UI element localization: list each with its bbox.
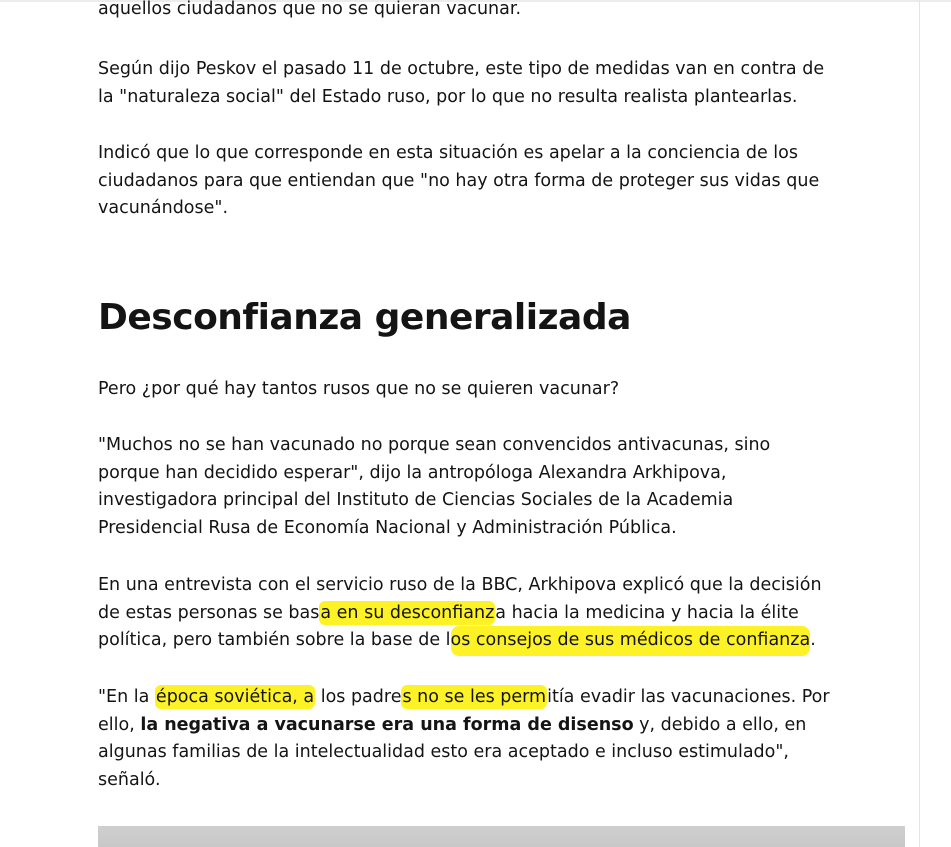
text-line: "Muchos no se han vacunado no porque sean convencidos antivacunas, sino xyxy=(98,435,771,455)
text-segment: los padre xyxy=(315,687,402,707)
text-line: Indicó que lo que corresponde en esta situación es apelar a la conciencia de los xyxy=(98,143,798,163)
text-segment: . xyxy=(810,630,816,650)
paragraph-question xyxy=(98,376,898,404)
text-line: investigadora principal del Instituto de Ciencias Sociales de la Academia xyxy=(98,490,734,510)
text-line xyxy=(98,627,898,655)
text-line xyxy=(98,684,898,712)
text-line: En una entrevista con el servicio ruso de la BBC, Arkhipova explicó que la decisión xyxy=(98,575,822,595)
highlighted-text: os consejos de sus médicos de confianza xyxy=(451,626,811,656)
text-line: ciudadanos para que entiendan que "no hay otra forma de proteger sus vidas que xyxy=(98,170,820,191)
text-line: aquellos ciudadanos que no se quieran vacunar. xyxy=(98,0,522,19)
text-segment: política, pero también sobre la base de l xyxy=(98,630,451,650)
text-line: Presidencial Rusa de Economía Nacional y Administración Pública. xyxy=(98,517,677,538)
text-line: señaló. xyxy=(98,769,161,790)
paragraph-conciencia xyxy=(98,140,898,223)
text-line: porque han decidido esperar", dijo la antropóloga Alexandra Arkhipova, xyxy=(98,462,727,483)
article-image xyxy=(98,826,905,847)
text-segment: y, debido a ello, en xyxy=(633,714,807,735)
text-segment: itía evadir las vacunaciones. Por xyxy=(547,687,830,707)
bold-text: la negativa a vacunarse era una forma de disenso xyxy=(140,714,634,735)
text-line: algunas familias de la intelectualidad esto era aceptado e incluso estimulado", xyxy=(98,742,789,762)
paragraph-intro-tail xyxy=(98,0,898,24)
text-line: Pero ¿por qué hay tantos rusos que no se quieren vacunar? xyxy=(98,379,620,399)
text-segment: de estas personas se bas xyxy=(98,602,320,623)
paragraph-bbc-interview xyxy=(98,572,898,655)
text-line xyxy=(98,712,898,740)
text-line: vacunándose". xyxy=(98,198,229,218)
highlighted-text: época soviética, a xyxy=(155,687,315,707)
highlighted-text: a en su desconfianz xyxy=(320,602,495,623)
text-segment: a hacia la medicina y hacia la élite xyxy=(495,602,799,623)
text-segment: ello, xyxy=(98,714,141,735)
text-segment: "En la xyxy=(98,687,155,707)
paragraph-soviet-era xyxy=(98,684,898,794)
highlighted-text: s no se les perm xyxy=(402,687,547,707)
paragraph-peskov xyxy=(98,56,898,111)
section-heading: Desconfianza generalizada xyxy=(98,297,631,338)
text-line: Según dijo Peskov el pasado 11 de octubre, este tipo de medidas van en contra de xyxy=(98,59,825,79)
text-line: la "naturaleza social" del Estado ruso, por lo que no resulta realista plantearlas. xyxy=(98,86,798,107)
text-line xyxy=(98,600,898,628)
paragraph-arkhipova-quote xyxy=(98,432,898,542)
